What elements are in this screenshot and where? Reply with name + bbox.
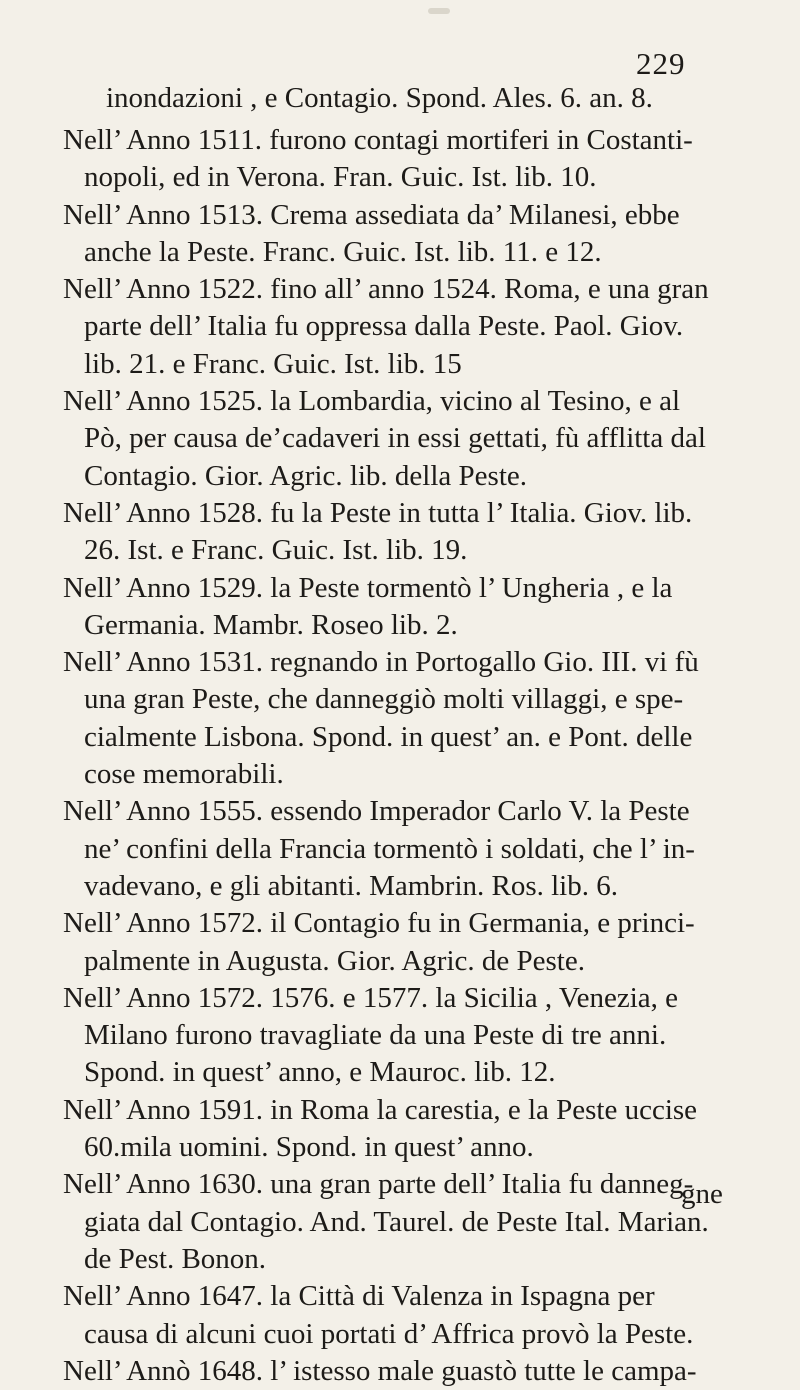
entry-first-line: Nell’ Anno 1531. regnando in Portogallo Gio. III. vi fù [63,646,699,679]
chronology-entry [0,383,800,495]
entry-first-line: Nell’ Anno 1572. il Contagio fu in Germania, e princi- [63,907,695,940]
entry-continuation-line: nopoli, ed in Verona. Fran. Guic. Ist. lib. 10. [84,161,597,194]
paper-speck [428,8,450,14]
chronology-entry [0,1092,800,1167]
chronology-entry [0,980,800,1092]
entry-continuation-line: de Pest. Bonon. [84,1242,267,1275]
plague-chronology [0,122,800,1390]
entry-first-line: Nell’ Anno 1513. Crema assediata da’ Milanesi, ebbe [63,198,680,231]
chronology-entry [0,1166,800,1278]
entry-continuation-line: vadevano, e gli abitanti. Mambrin. Ros. lib. 6. [84,869,618,902]
entry-first-line: Nell’ Anno 1529. la Peste tormentò l’ Ungheria , e la [63,571,673,604]
entry-continuation-line: lib. 21. e Franc. Guic. Ist. lib. 15 [84,347,462,380]
entry-continuation-line: cose memorabili. [84,758,284,791]
entry-continuation-line: ne’ confini della Francia tormentò i soldati, che l’ in- [84,832,695,865]
entry-continuation-line: giata dal Contagio. And. Taurel. de Peste Ital. Marian. [84,1205,709,1238]
entry-continuation-line: Milano furono travagliate da una Peste di tre anni. [84,1019,667,1052]
entry-first-line: Nell’ Anno 1522. fino all’ anno 1524. Roma, e una gran [63,273,709,306]
entry-continuation-line: Germania. Mambr. Roseo lib. 2. [84,608,458,641]
continuation-line: inondazioni , e Contagio. Spond. Ales. 6. an. 8. [106,82,653,114]
chronology-entry [0,197,800,272]
entry-continuation-line: una gran Peste, che danneggiò molti villaggi, e spe- [84,683,684,716]
chronology-entry [0,905,800,980]
entry-continuation-line: parte dell’ Italia fu oppressa dalla Peste. Paol. Giov. [84,310,684,343]
entry-continuation-line: Contagio. Gior. Agric. lib. della Peste. [84,459,528,492]
entry-continuation-line: 60.mila uomini. Spond. in quest’ anno. [84,1131,534,1164]
chronology-entry [0,644,800,793]
entry-first-line: Nell’ Anno 1511. furono contagi mortiferi in Costanti- [63,124,693,156]
entry-first-line: Nell’ Anno 1525. la Lombardia, vicino al Tesino, e al [63,385,681,418]
entry-continuation-line: Spond. in quest’ anno, e Mauroc. lib. 12. [84,1056,556,1089]
entry-first-line: Nell’ Anno 1555. essendo Imperador Carlo V. la Peste [63,795,690,828]
entry-first-line: Nell’ Anno 1572. 1576. e 1577. la Sicilia , Venezia, e [63,981,679,1014]
entry-continuation-line: causa di alcuni cuoi portati d’ Affrica provò la Peste. [84,1317,694,1350]
entry-first-line: Nell’ Anno 1630. una gran parte dell’ Italia fu danneg- [63,1168,694,1201]
entry-first-line: Nell’ Anno 1591. in Roma la carestia, e la Peste uccise [63,1093,698,1126]
chronology-entry [0,793,800,905]
entry-continuation-line: Pò, per causa de’cadaveri in essi gettati, fù afflitta dal [84,422,706,455]
chronology-entry [0,570,800,645]
entry-first-line: Nell’ Anno 1647. la Città di Valenza in Ispagna per [63,1280,655,1313]
page-number: 229 [636,46,686,81]
entry-continuation-line: cialmente Lisbona. Spond. in quest’ an. e Pont. delle [84,720,693,753]
entry-continuation-line: anche la Peste. Franc. Guic. Ist. lib. 11. e 12. [84,235,602,268]
chronology-entry [0,1353,800,1390]
chronology-entry [0,271,800,383]
entry-continuation-line: 26. Ist. e Franc. Guic. Ist. lib. 19. [84,534,468,567]
chronology-entry [0,1278,800,1353]
chronology-entry [0,495,800,570]
entry-first-line: Nell’ Annò 1648. l’ istesso male guastò tutte le campa- [63,1354,697,1387]
entry-continuation-line: palmente in Augusta. Gior. Agric. de Peste. [84,944,585,977]
entry-first-line: Nell’ Anno 1528. fu la Peste in tutta l’ Italia. Giov. lib. [63,496,693,529]
catchword: gne [681,1178,723,1210]
chronology-entry [0,122,800,197]
